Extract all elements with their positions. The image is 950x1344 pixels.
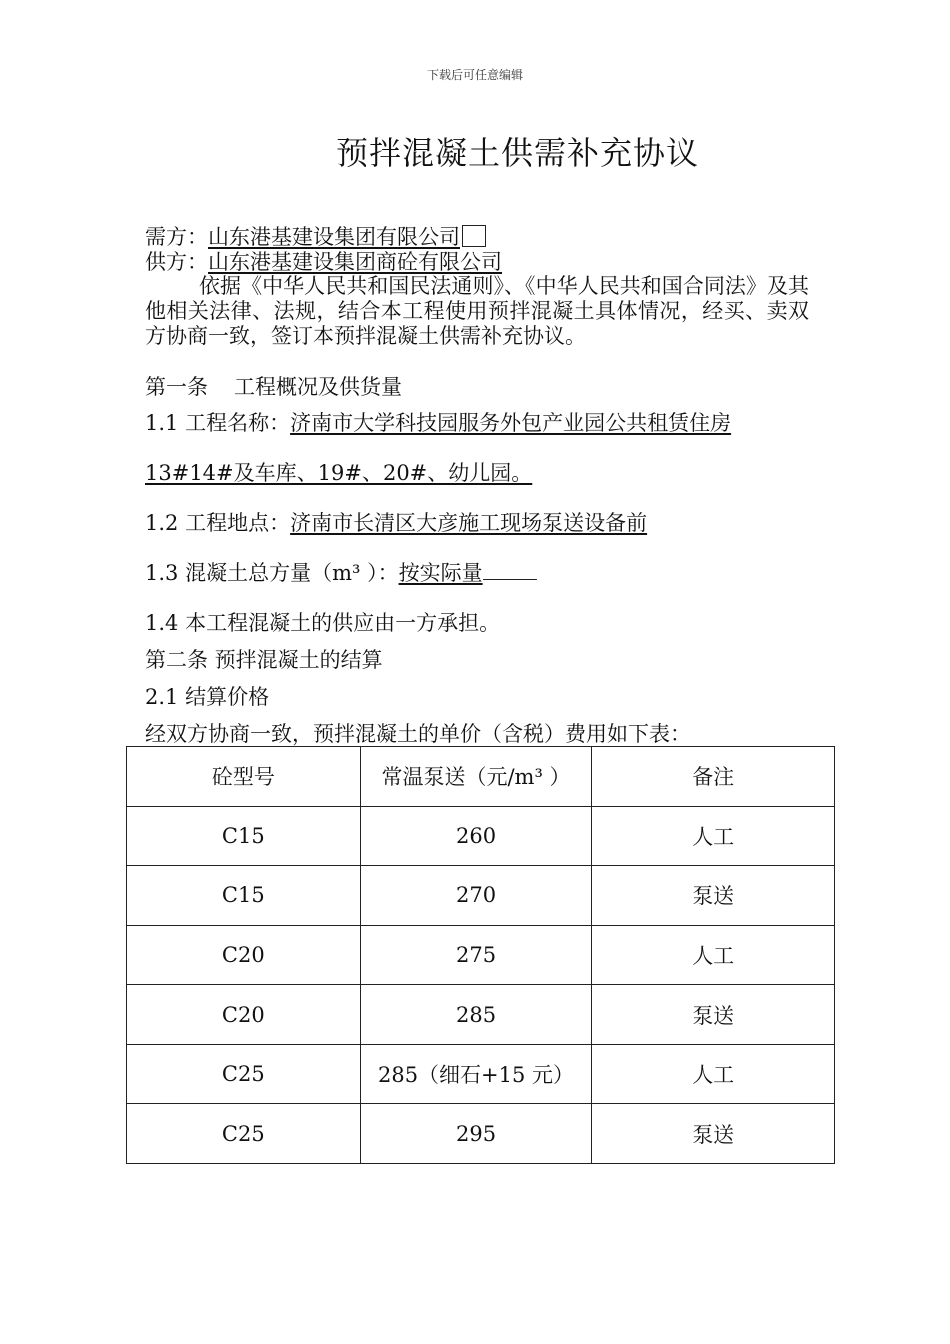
column-header: 备注: [592, 747, 835, 807]
table-cell: 人工: [592, 806, 835, 866]
blank-underline: [483, 561, 537, 580]
price-table: [126, 746, 835, 1164]
item-1-2-value: 济南市长清区大彦施工现场泵送设备前: [290, 511, 648, 535]
table-header-row: [127, 747, 835, 807]
table-cell: C20: [127, 925, 361, 985]
item-1-3: [145, 560, 537, 586]
item-1-1-label: 1.1 工程名称：: [145, 411, 291, 435]
seller-line: [145, 249, 502, 275]
article2-heading: 第二条 预拌混凝土的结算: [145, 648, 383, 672]
item-1-1-continued: [145, 460, 532, 486]
table-cell: 285: [360, 985, 592, 1045]
table-cell: C20: [127, 985, 361, 1045]
table-row: [127, 806, 835, 866]
header-note: 下载后可任意编辑: [426, 68, 523, 82]
seller-label: 供方：: [145, 250, 208, 274]
item-1-3-value: 按实际量: [398, 561, 483, 585]
buyer-line: [145, 224, 486, 250]
buyer-name: 山东港基建设集团有限公司: [208, 225, 460, 249]
table-cell: 295: [360, 1104, 592, 1164]
table-cell: 泵送: [592, 1104, 835, 1164]
table-row: [127, 925, 835, 985]
column-header: 常温泵送（元/m³ ）: [360, 747, 592, 807]
item-2-1: 2.1 结算价格: [145, 685, 270, 709]
item-1-3-label: 1.3 混凝土总方量（m³ ）：: [145, 561, 399, 585]
checkbox-icon: [462, 225, 486, 247]
table-cell: 人工: [592, 925, 835, 985]
table-cell: C15: [127, 866, 361, 926]
table-cell: C25: [127, 1104, 361, 1164]
table-cell: C25: [127, 1044, 361, 1104]
table-intro: 经双方协商一致，预拌混凝土的单价（含税）费用如下表：: [145, 722, 691, 746]
table-cell: 泵送: [592, 985, 835, 1045]
item-1-1-value-line2: 13#14#及车库、19#、20#、幼儿园。: [145, 461, 533, 485]
intro-paragraph: 依据《中华人民共和国民法通则》、《中华人民共和国合同法》及其他相关法律、法规，结合本工程使用预拌混凝土具体情况，经买、卖双方协商一致，签订本预拌混凝土供需补充协议。: [145, 274, 809, 348]
table-row: [127, 1104, 835, 1164]
table-row: [127, 866, 835, 926]
article1-heading-number: 第一条: [145, 375, 208, 399]
table-cell: 285（细石+15 元）: [360, 1044, 592, 1104]
item-1-2: [145, 510, 647, 536]
table-cell: C15: [127, 806, 361, 866]
article1-heading-title: 工程概况及供货量: [234, 375, 402, 399]
column-header: 砼型号: [127, 747, 361, 807]
buyer-label: 需方：: [145, 225, 208, 249]
article1-heading: [145, 374, 402, 400]
table-cell: 275: [360, 925, 592, 985]
item-1-4: 1.4 本工程混凝土的供应由一方承担。: [145, 611, 501, 635]
seller-name: 山东港基建设集团商砼有限公司: [208, 250, 502, 274]
table-cell: 人工: [592, 1044, 835, 1104]
table-cell: 泵送: [592, 866, 835, 926]
table-row: [127, 985, 835, 1045]
item-1-1: [145, 410, 731, 436]
table-cell: 270: [360, 866, 592, 926]
item-1-2-label: 1.2 工程地点：: [145, 511, 291, 535]
item-1-1-value: 济南市大学科技园服务外包产业园公共租赁住房: [290, 411, 732, 435]
table-row: [127, 1044, 835, 1104]
document-title: 预拌混凝土供需补充协议: [336, 134, 700, 172]
table-cell: 260: [360, 806, 592, 866]
